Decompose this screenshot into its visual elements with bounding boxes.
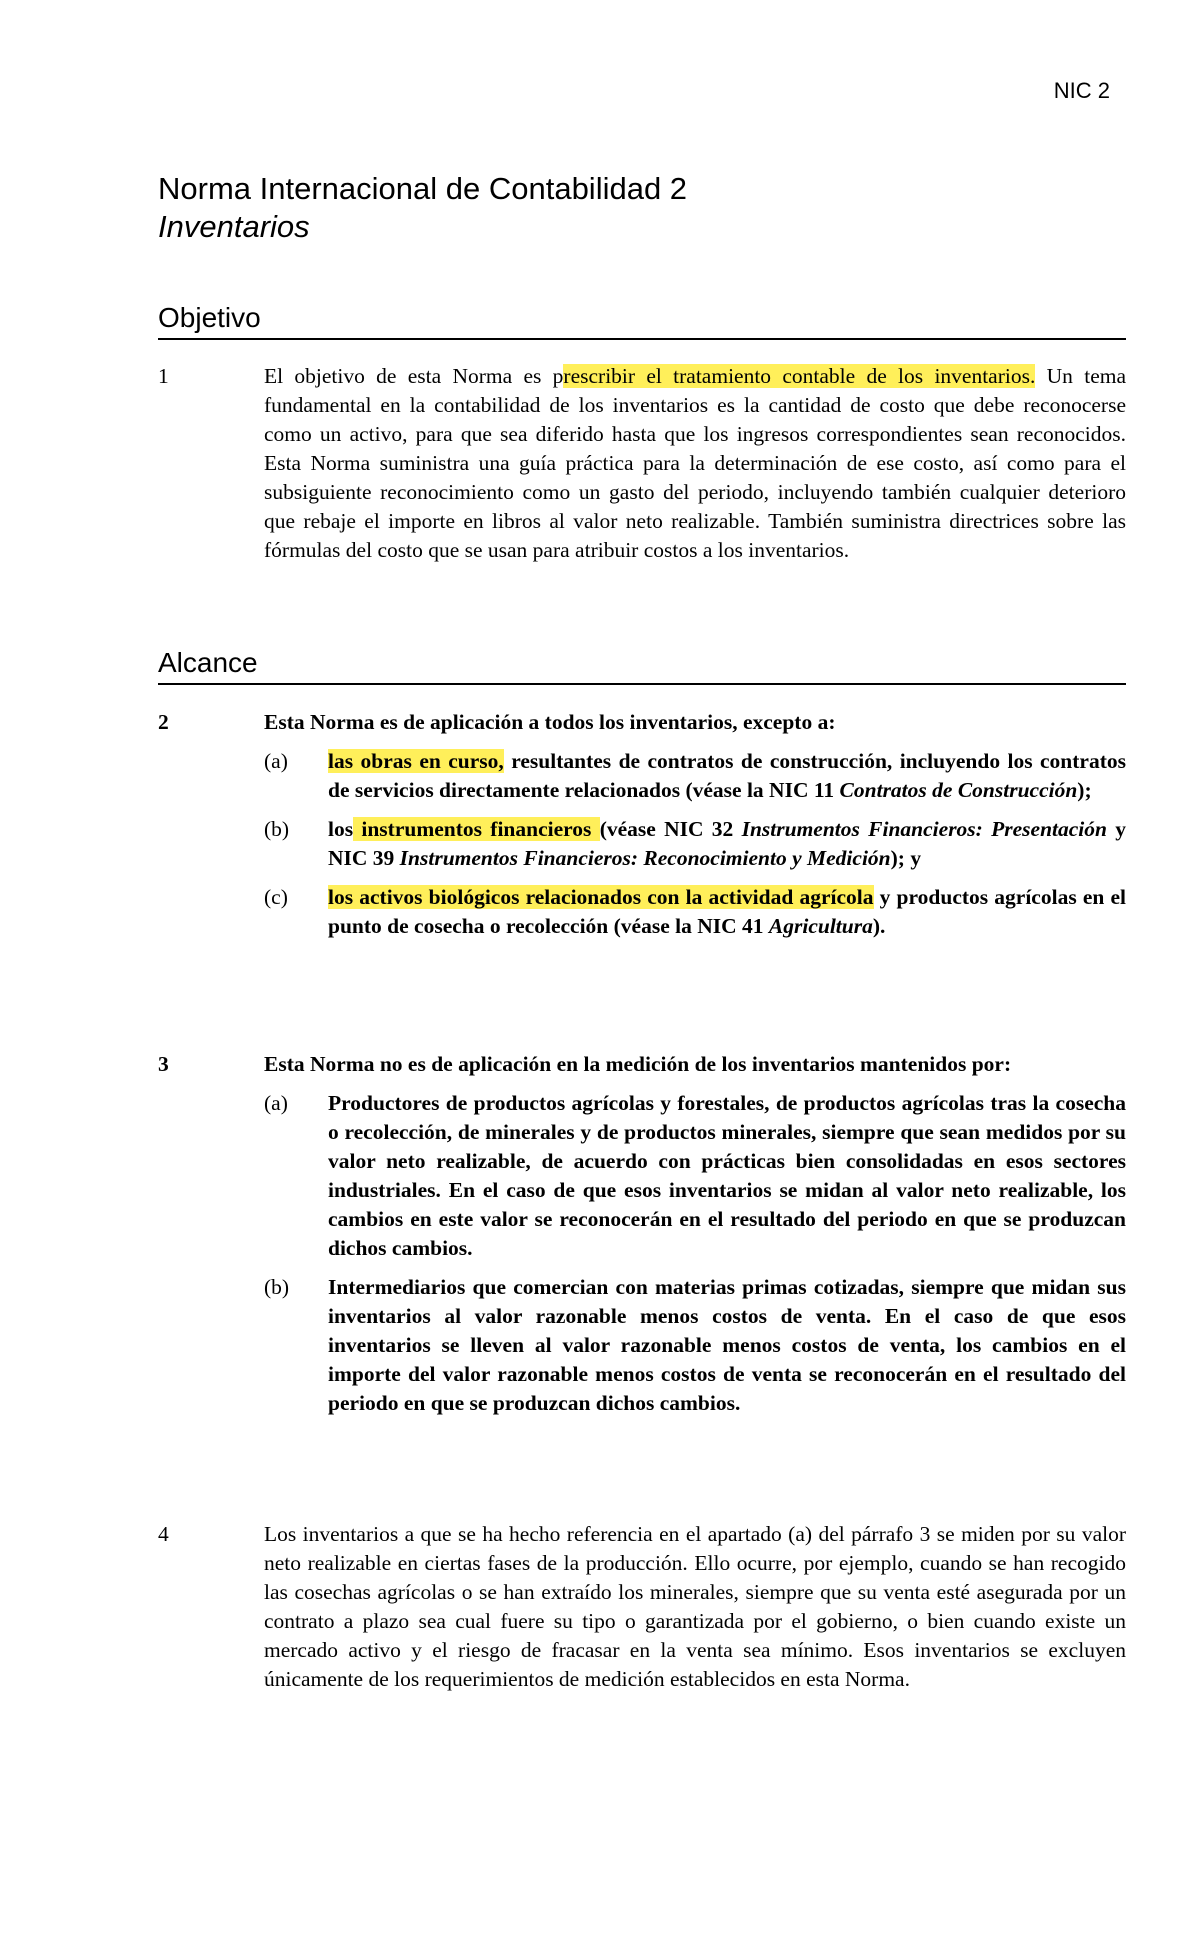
title-subtitle: Inventarios bbox=[158, 209, 310, 244]
item-label: (c) bbox=[264, 885, 288, 909]
text-segment: ); bbox=[1077, 778, 1092, 802]
item-text: Intermediarios que comercian con materias primas cotizadas, siempre que midan sus inventarios al valor razonable menos costos de venta. En el caso de que esos inventarios se lleven al valor razonable menos costos de venta, los cambios en el importe del valor razonable menos costos de venta se reconocerán en el resultado del periodo en que se produzcan dichos cambios. bbox=[328, 1275, 1126, 1415]
highlighted-text: instrumentos financieros bbox=[353, 817, 600, 841]
document-title bbox=[158, 170, 1118, 246]
paragraph-number: 1 bbox=[158, 364, 169, 388]
section-heading-alcance: Alcance bbox=[158, 645, 1126, 685]
doc-code-header: NIC 2 bbox=[1053, 78, 1110, 103]
text-segment: los bbox=[328, 817, 354, 841]
paragraph-text bbox=[264, 362, 1126, 565]
reference-title: Instrumentos Financieros: Presentación bbox=[741, 817, 1107, 841]
list-item-a bbox=[264, 1089, 1126, 1263]
text-segment: y productos agrícolas en el punto de cosecha o recolección (véase la NIC 41 bbox=[328, 885, 1126, 938]
paragraph-1 bbox=[158, 362, 1126, 565]
paragraph-number: 3 bbox=[158, 1052, 169, 1076]
text-segment: (véase NIC 32 bbox=[599, 817, 742, 841]
text-segment: El objetivo de esta Norma es p bbox=[264, 364, 564, 388]
paragraph-number: 2 bbox=[158, 710, 169, 734]
item-text bbox=[328, 747, 1126, 805]
item-text bbox=[328, 815, 1126, 873]
item-text bbox=[328, 883, 1126, 941]
title-main: Norma Internacional de Contabilidad 2 bbox=[158, 171, 688, 206]
item-text: Productores de productos agrícolas y forestales, de productos agrícolas tras la cosecha o recolección, de minerales y de productos minerales, siempre que sean medidos por su valor neto realizable, de acuerdo con prácticas bien consolidadas en esos sectores industriales. En el caso de que esos inventarios se midan al valor neto realizable, los cambios en este valor se reconocerán en el resultado del periodo en que se produzcan dichos cambios. bbox=[328, 1091, 1126, 1260]
item-label: (b) bbox=[264, 1275, 290, 1299]
text-segment: y NIC 39 bbox=[328, 817, 1127, 870]
paragraph-2 bbox=[158, 708, 1126, 941]
reference-title: Agricultura bbox=[768, 914, 873, 938]
text-segment: resultantes de contratos de construcción, incluyendo los contratos de servicios directamente relacionados (véase la NIC 11 bbox=[328, 749, 1126, 802]
item-label: (a) bbox=[264, 1091, 288, 1115]
text-segment: Un tema fundamental en la contabilidad de los inventarios es la cantidad de costo que debe reconocerse como un activo, para que sea diferido hasta que los ingresos correspondientes sean reconocidos. Esta Norma suministra una guía práctica para la determinación de ese costo, así como para el subsiguiente reconocimiento como un gasto del periodo, incluyendo también cualquier deterioro que rebaje el importe en libros al valor neto realizable. También suministra directrices sobre las fórmulas del costo que se usan para atribuir costos a los inventarios. bbox=[264, 364, 1127, 562]
text-segment: ). bbox=[872, 914, 886, 938]
paragraph-number: 4 bbox=[158, 1522, 169, 1546]
item-label: (b) bbox=[264, 817, 290, 841]
text-segment: ); y bbox=[890, 846, 922, 870]
highlighted-text: los activos biológicos relacionados con la actividad agrícola bbox=[328, 885, 874, 909]
paragraph-intro: Esta Norma es de aplicación a todos los inventarios, excepto a: bbox=[264, 710, 836, 734]
list-item-a bbox=[264, 747, 1126, 805]
highlighted-text: rescribir el tratamiento contable de los inventarios. bbox=[563, 364, 1036, 388]
list-item-b bbox=[264, 815, 1126, 873]
highlighted-text: las obras en curso, bbox=[328, 749, 504, 773]
paragraph-4 bbox=[158, 1520, 1126, 1694]
reference-title: Contratos de Construcción bbox=[839, 778, 1078, 802]
paragraph-text: Los inventarios a que se ha hecho referencia en el apartado (a) del párrafo 3 se miden por su valor neto realizable en ciertas fases de la producción. Ello ocurre, por ejemplo, cuando se han recogido las cosechas agrícolas o se han extraído los minerales, siempre que su venta esté asegurada por un contrato a plazo sea cual fuere su tipo o garantizada por el gobierno, o bien cuando existe un mercado activo y el riesgo de fracasar en la venta sea mínimo. Esos inventarios se excluyen únicamente de los requerimientos de medición establecidos en esta Norma. bbox=[264, 1522, 1126, 1691]
reference-title: Instrumentos Financieros: Reconocimiento y Medición bbox=[399, 846, 891, 870]
paragraph-3 bbox=[158, 1050, 1126, 1418]
section-heading-objetivo: Objetivo bbox=[158, 300, 1126, 340]
list-item-c bbox=[264, 883, 1126, 941]
paragraph-intro: Esta Norma no es de aplicación en la medición de los inventarios mantenidos por: bbox=[264, 1052, 1012, 1076]
list-item-b bbox=[264, 1273, 1126, 1418]
item-label: (a) bbox=[264, 749, 288, 773]
